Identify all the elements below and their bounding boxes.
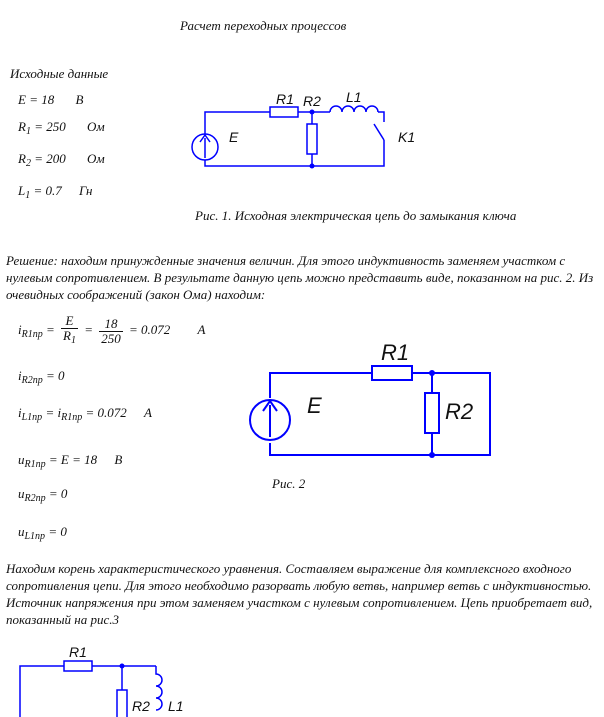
fig2-caption: Рис. 2 [272,476,306,491]
fig3-resistor-r1 [64,661,92,671]
f-i-r1np-eq: = [45,321,55,337]
formula-i-l1np [18,405,152,423]
fig1-wire-left [205,112,270,134]
fig1-label-e: E [229,129,239,145]
given-R1-sub: 1 [25,126,31,137]
given-R1-unit: Ом [86,119,105,134]
fig3-label-l1: L1 [168,698,184,714]
f-i-r1np-frac1 [61,314,78,348]
f-i-r1np-sym: i [18,321,22,337]
formula-u-l1np [18,524,67,542]
f-u-r2np-sym: u [18,486,25,501]
solution-paragraph: Решение: находим принужденные значения величин. Для этого индуктивность заменяем участком с нулевым сопротивлением. В результате данную цепь можно представить виде, показанном на рис. 2. Из очевидных соображений (закон Ома) находим: [6,253,594,302]
f-u-r1np-sub: R1пр [24,459,46,470]
f-i-r2np-sym: i [18,368,22,383]
fig1-resistor-r2 [307,124,317,154]
fig3-coil-l1 [156,666,162,710]
f-i-r1np-frac1-den [61,329,78,348]
given-E-unit: В [75,92,84,107]
f-u-r2np-sub: R2пр [24,493,46,504]
f-i-l1np-unit: А [143,405,152,420]
f-i-l1np-rest: = 0.072 [85,405,127,420]
fig1-node-top [310,110,315,115]
page-title: Расчет переходных процессов [180,18,347,33]
f-i-l1np-eq: = [45,405,55,420]
f-i-r1np-sub: R1пр [21,328,43,340]
f-u-r1np-sym: u [18,452,25,467]
fig3-label-r2: R2 [132,698,150,714]
f-i-l1np-sub2: R1пр [61,412,83,423]
fig1-switch-k1 [374,124,384,140]
fig1-label-k1: K1 [398,129,416,145]
f-i-r1np-frac1-num: E [61,314,78,329]
given-R1 [18,119,105,137]
f-i-r1np-frac1-den-sub: 1 [70,335,76,346]
fig2-source-arrowhead [263,401,277,411]
fig1-wire-right-bottom [205,140,384,166]
fig1-label-r2: R2 [303,93,321,109]
f-i-r1np-frac2-den: 250 [101,330,121,346]
formula-i-r2np [18,368,65,386]
f-i-r2np-rest: = 0 [45,368,65,383]
formula-u-r2np [18,486,67,504]
fig1-wire-right-top [378,112,384,122]
fig2-wire-left-top [270,373,372,398]
f-i-r1np-eq2: = [84,321,93,337]
fig1-source-arrowhead [200,135,210,142]
fig3-wire-left [20,666,64,717]
fig3-label-r1: R1 [69,644,87,660]
given-heading: Исходные данные [10,66,109,81]
f-i-r2np-sub: R2пр [21,375,43,386]
fig2-source-e [250,400,290,440]
fig2-resistor-r1 [372,366,412,380]
f-i-l1np-sym: i [18,405,22,420]
fig1-caption: Рис. 1. Исходная электрическая цепь до замыкания ключа [195,208,517,223]
given-R2-unit: Ом [86,151,105,166]
fig1-label-r1: R1 [276,91,294,107]
given-L1 [18,183,92,201]
f-u-r1np-rest: = E = 18 [48,452,98,467]
f-u-r1np-unit: В [114,452,123,467]
given-E-label: E = 18 [18,92,55,107]
f-i-r1np-frac2 [99,317,123,346]
given-L1-sub: 1 [25,190,31,201]
fig2-label-r1: R1 [381,340,410,365]
fig1-source-e [192,134,218,160]
f-i-l1np-sub: L1пр [21,412,43,423]
f-i-l1np-sym2: i [57,405,62,420]
fig2-node-bottom [429,452,435,458]
f-i-r1np-frac1-den-sym: R [63,328,71,343]
formula-u-r1np [18,452,122,470]
f-u-r2np-rest: = 0 [48,486,68,501]
fig1-resistor-r1 [270,107,298,117]
fig2-wire-top-right [270,373,490,455]
f-u-l1np-rest: = 0 [48,524,67,539]
f-i-r1np-unit: А [197,321,206,337]
fig1-node-bottom [310,164,315,169]
given-R2-sub: 2 [25,158,31,169]
fig3-resistor-r2 [117,690,127,717]
given-R2-eq: = 200 [34,151,66,166]
f-i-r1np-frac2-num: 18 [99,317,123,332]
given-R2 [18,151,105,169]
f-u-l1np-sub: L1пр [24,531,46,542]
given-R1-sym: R [18,119,26,134]
given-L1-sym: L [18,183,26,198]
fig2-label-e: E [307,393,322,418]
fig2-resistor-r2 [425,393,439,433]
given-R1-eq: = 250 [34,119,66,134]
fig2-label-r2: R2 [445,399,474,424]
fig2-node-top [429,370,435,376]
fig1-coil-l1 [330,106,378,112]
given-E [18,92,83,108]
formula-i-r1np [18,314,205,348]
given-R2-sym: R [18,151,26,166]
f-u-l1np-sym: u [18,524,25,539]
fig3-node-top [120,664,125,669]
given-L1-eq: = 0.7 [33,183,62,198]
f-i-r1np-result: = 0.072 [129,321,171,337]
given-L1-unit: Гн [79,183,93,198]
characteristic-paragraph: Находим корень характеристического уравнения. Составляем выражение для комплексного входного сопротивления цепи. Для этого необходимо разорвать любую ветвь, например ветвь с индуктивностью. Источник напряжения при этом заменяем участком с нулевым сопротивлением. Цепь приобретает вид, показанный на рис.3 [6,561,593,627]
fig1-label-l1: L1 [346,89,362,105]
